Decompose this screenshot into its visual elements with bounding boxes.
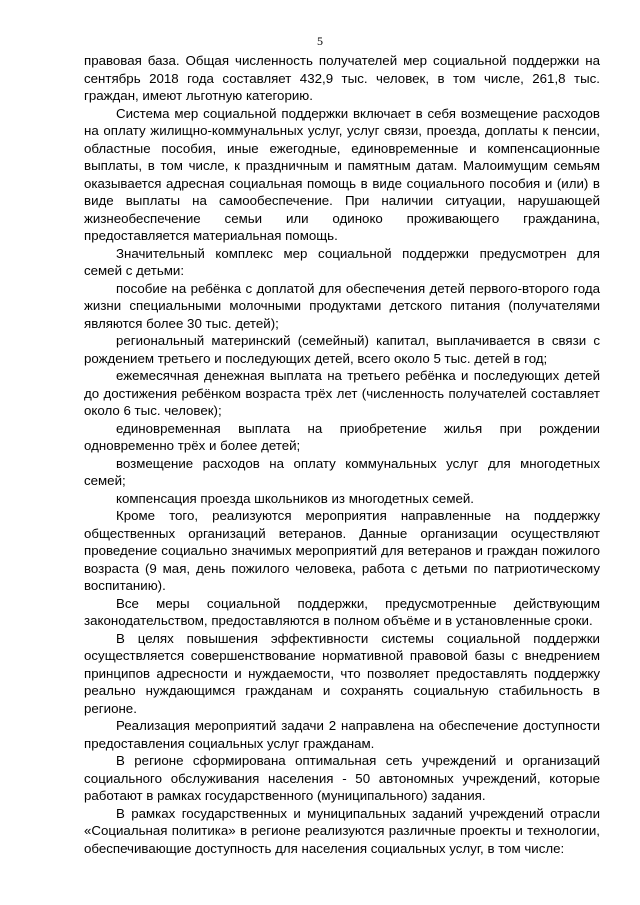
paragraph: Реализация мероприятий задачи 2 направлена на обеспечение доступности предоставления социальных услуг гражданам. <box>84 718 600 751</box>
paragraph: В целях повышения эффективности системы социальной поддержки осуществляется совершенствование нормативной правовой базы с внедрением принципов адресности и нуждаемости, что позволяет предоставлять поддержку реально нуждающимся гражданам и сохранять социальную стабильность в регионе. <box>84 630 600 716</box>
list-item: возмещение расходов на оплату коммунальных услуг для многодетных семей; <box>84 455 600 488</box>
paragraph: Значительный комплекс мер социальной поддержки предусмотрен для семей с детьми: <box>84 245 600 278</box>
list-item: пособие на ребёнка с доплатой для обеспечения детей первого-второго года жизни специальными молочными продуктами детского питания (получателями являются более 30 тыс. детей); <box>84 280 600 331</box>
paragraph: В рамках государственных и муниципальных заданий учреждений отрасли «Социальная политика» в регионе реализуются различные проекты и технологии, обеспечивающие доступность для населения социальных услуг, в том числе: <box>84 805 600 856</box>
paragraph: Система мер социальной поддержки включает в себя возмещение расходов на оплату жилищно-коммунальных услуг, услуг связи, проезда, доплаты к пенсии, областные пособия, иные ежегодные, единовременные и компенсационные выплаты, в том числе, к праздничным и памятным датам. Малоимущим семьям оказывается адресная социальная помощь в виде социального пособия и (или) в виде выплаты на самообеспечение. При наличии ситуации, нарушающей жизнеобеспечение семьи или одиноко проживающего гражданина, предоставляется материальная помощь. <box>84 105 600 243</box>
paragraph: правовая база. Общая численность получателей мер социальной поддержки на сентябрь 2018 года составляет 432,9 тыс. человек, в том числе, 261,8 тыс. граждан, имеют льготную категорию. <box>84 53 600 103</box>
paragraph: В регионе сформирована оптимальная сеть учреждений и организаций социального обслуживания населения - 50 автономных учреждений, которые работают в рамках государственного (муниципального) задания. <box>84 753 600 803</box>
page-number: 5 <box>317 34 323 48</box>
list-item: компенсация проезда школьников из многодетных семей. <box>116 490 474 506</box>
list-item: ежемесячная денежная выплата на третьего ребёнка и последующих детей до достижения ребёнком возраста трёх лет (численность получателей составляет около 6 тыс. человек); <box>84 368 600 418</box>
list-item: единовременная выплата на приобретение жилья при рождении одновременно трёх и более детей; <box>84 420 600 453</box>
document-body <box>84 52 600 857</box>
paragraph: Все меры социальной поддержки, предусмотренные действующим законодательством, предоставляются в полном объёме и в установленные сроки. <box>84 595 600 628</box>
paragraph: Кроме того, реализуются мероприятия направленные на поддержку общественных организаций ветеранов. Данные организации осуществляют проведение социально значимых мероприятий для ветеранов и граждан пожилого возраста (9 мая, день пожилого человека, работа с детьми по патриотическому воспитанию). <box>84 508 600 593</box>
list-item: региональный материнский (семейный) капитал, выплачивается в связи с рождением третьего и последующих детей, всего около 5 тыс. детей в год; <box>84 333 600 366</box>
